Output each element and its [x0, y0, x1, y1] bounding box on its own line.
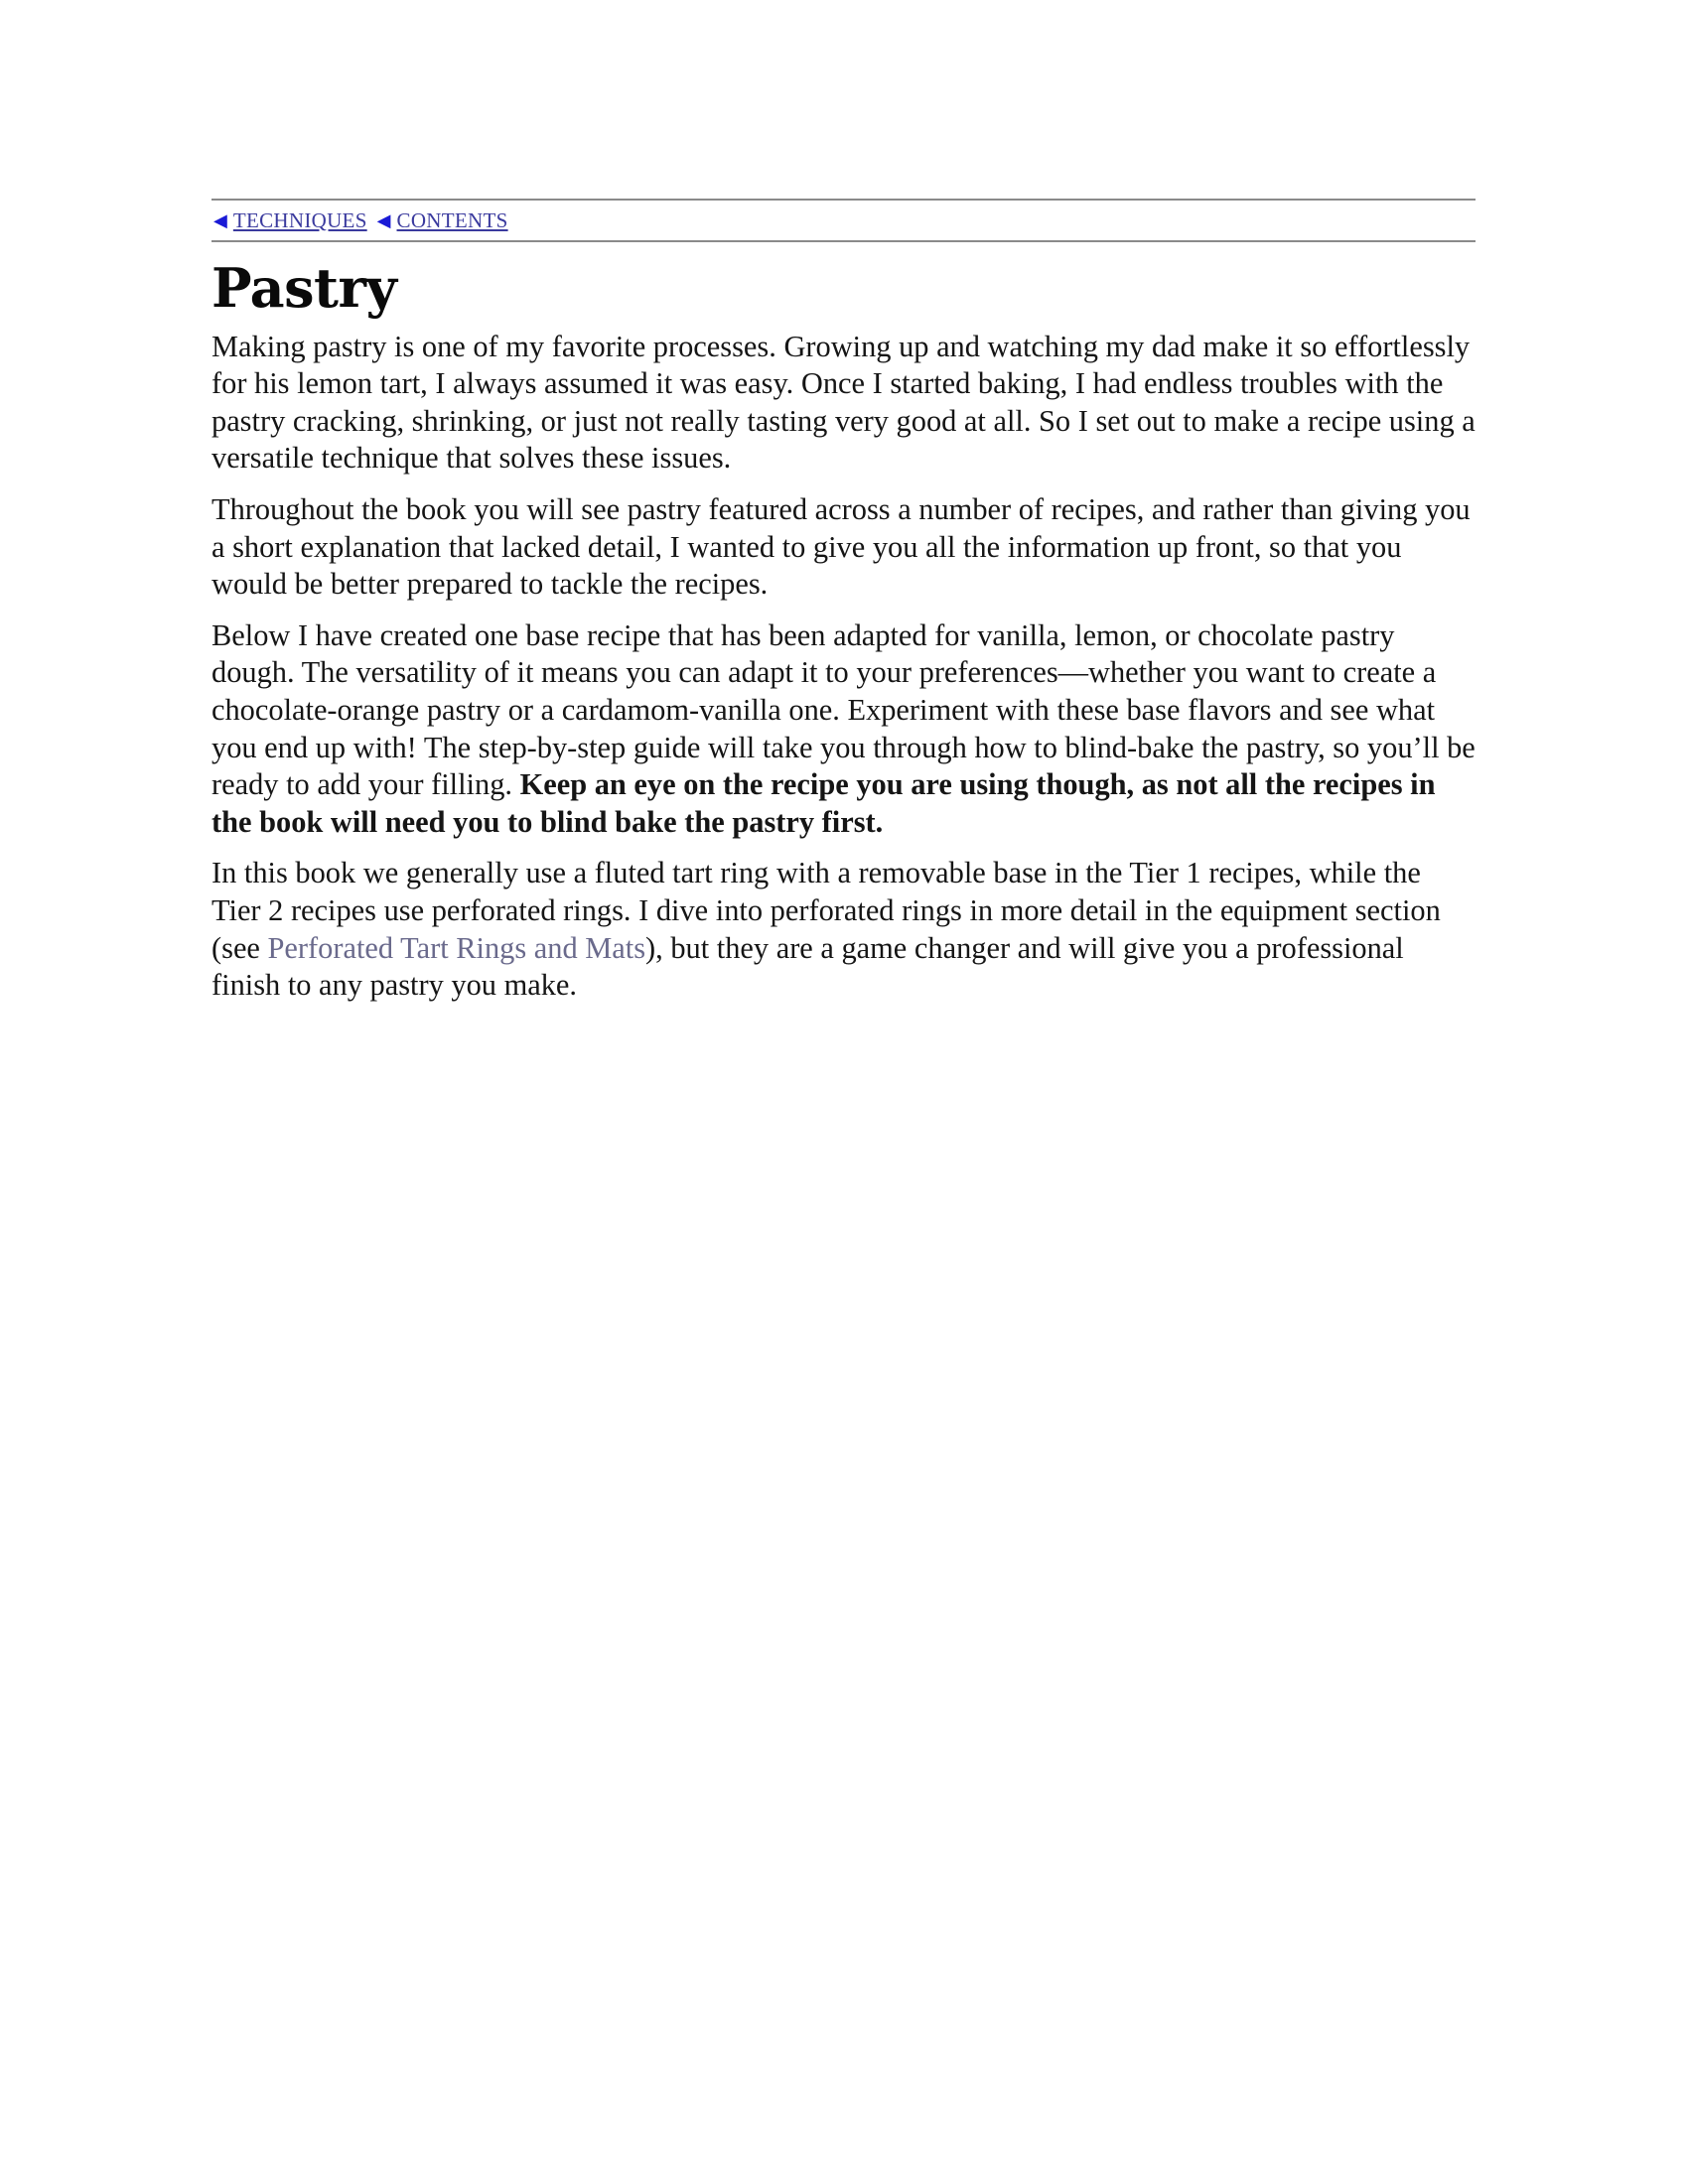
paragraph-tart-rings	[211, 855, 1476, 1004]
paragraph-tart-rings-before: In this book we generally use a fluted tart ring with a removable base in the Tier 1 recipes, while the Tier 2 recipes use perforated rings. I dive into perforated rings in more detail in the equipment section (see	[211, 856, 1441, 965]
page-title: Pastry	[211, 256, 397, 320]
navigation-bar	[211, 199, 1476, 242]
link-perforated-tart-rings[interactable]: Perforated Tart Rings and Mats	[267, 930, 646, 965]
nav-link-techniques[interactable]: TECHNIQUES	[232, 207, 367, 232]
paragraph-base-recipe	[211, 617, 1476, 842]
page	[211, 199, 1476, 1019]
paragraph-intro: Making pastry is one of my favorite processes. Growing up and watching my dad make it so effortlessly for his lemon tart, I always assumed it was easy. Once I started baking, I had endless troubles with the pastry cracking, shrinking, or just not really tasting very good at all. So I set out to make a recipe using a versatile technique that solves these issues.	[211, 329, 1476, 476]
paragraph-base-recipe-bold: Keep an eye on the recipe you are using though, as not all the recipes in the book will need you to blind bake the pastry first.	[211, 767, 1436, 839]
nav-link-contents[interactable]: CONTENTS	[396, 207, 508, 232]
paragraph-tart-rings-after: ), but they are a game changer and will give you a professional finish to any pastry you make.	[211, 930, 1404, 1003]
left-triangle-icon: ◀	[376, 209, 391, 230]
left-triangle-icon: ◀	[213, 209, 227, 230]
paragraph-base-recipe-text: Below I have created one base recipe that has been adapted for vanilla, lemon, or chocolate pastry dough. The versatility of it means you can adapt it to your preferences—whether you want to create a chocolate-orange pastry or a cardamom-vanilla one. Experiment with these base flavors and see what you end up with! The step-by-step guide will take you through how to blind-bake the pastry, so you’ll be ready to add your filling.	[211, 617, 1476, 802]
paragraph-throughout: Throughout the book you will see pastry featured across a number of recipes, and rather than giving you a short explanation that lacked detail, I wanted to give you all the information up front, so that you would be better prepared to tackle the recipes.	[211, 492, 1471, 602]
